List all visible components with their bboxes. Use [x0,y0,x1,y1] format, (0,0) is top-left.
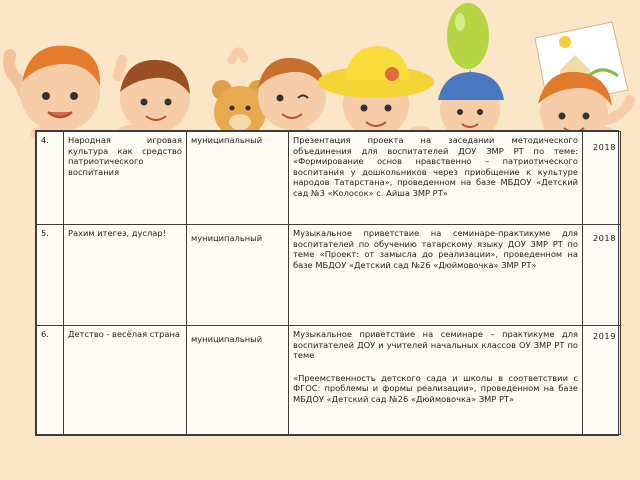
child-yellow-hat-illustration [318,46,434,137]
activities-table [36,131,621,435]
row-number: 4. [37,132,64,225]
document-table-panel [35,130,619,436]
event-level: муниципальный [187,132,289,225]
event-description-topic: «Преемственность детского сада и школы в соответствии с ФГОС: проблемы и формы реализации», проведенном на базе МБДОУ «Детский сад №26 «Дюймовочка» ЗМР РТ» [293,372,578,404]
child-second-illustration [118,60,190,133]
event-title: Детство - весёлая страна [64,326,187,435]
event-title: Рахим итегез, дуслар! [64,225,187,326]
child-middle-illustration [258,58,326,130]
event-description: Музыкальное приветствие на семинаре – практикуме для воспитателей ДОУ и учителей начальных классов ОУ ЗМР РТ по теме «Преемственность детского сада и школы в соответствии с ФГОС: проблемы и формы реализации», проведенном на базе МБДОУ «Детский сад №26 «Дюймовочка» ЗМР РТ» [289,326,583,435]
row-number: 6. [37,326,64,435]
event-title: Народная игровая культура как средство патриотического воспитания [64,132,187,225]
event-description: Презентация проекта на заседании методического объединения для воспитателей ДОУ ЗМР РТ по теме: «Формирование основ нравственно – патриотического воспитания у дошкольников через приобщение к культуре народов Татарстана», проведенном на базе МБДОУ «Детский сад №3 «Колосок» с. Айша ЗМР РТ» [289,132,583,225]
event-year: 2019 [583,326,621,435]
event-year: 2018 [583,132,621,225]
event-year: 2018 [583,225,621,326]
table-row [37,225,621,326]
event-description: Музыкальное приветствие на семинаре-практикуме для воспитателей по обучению татарскому языку ДОУ ЗМР РТ по теме «Проект: от замысла до реализации», проведенном на базе МБДОУ «Детский сад №26 «Дюймовочка» ЗМР РТ» [289,225,583,326]
event-level: муниципальный [187,225,289,326]
row-number: 5. [37,225,64,326]
event-level: муниципальный [187,326,289,435]
table-row [37,132,621,225]
child-left-illustration [9,46,100,132]
table-row [37,326,621,435]
